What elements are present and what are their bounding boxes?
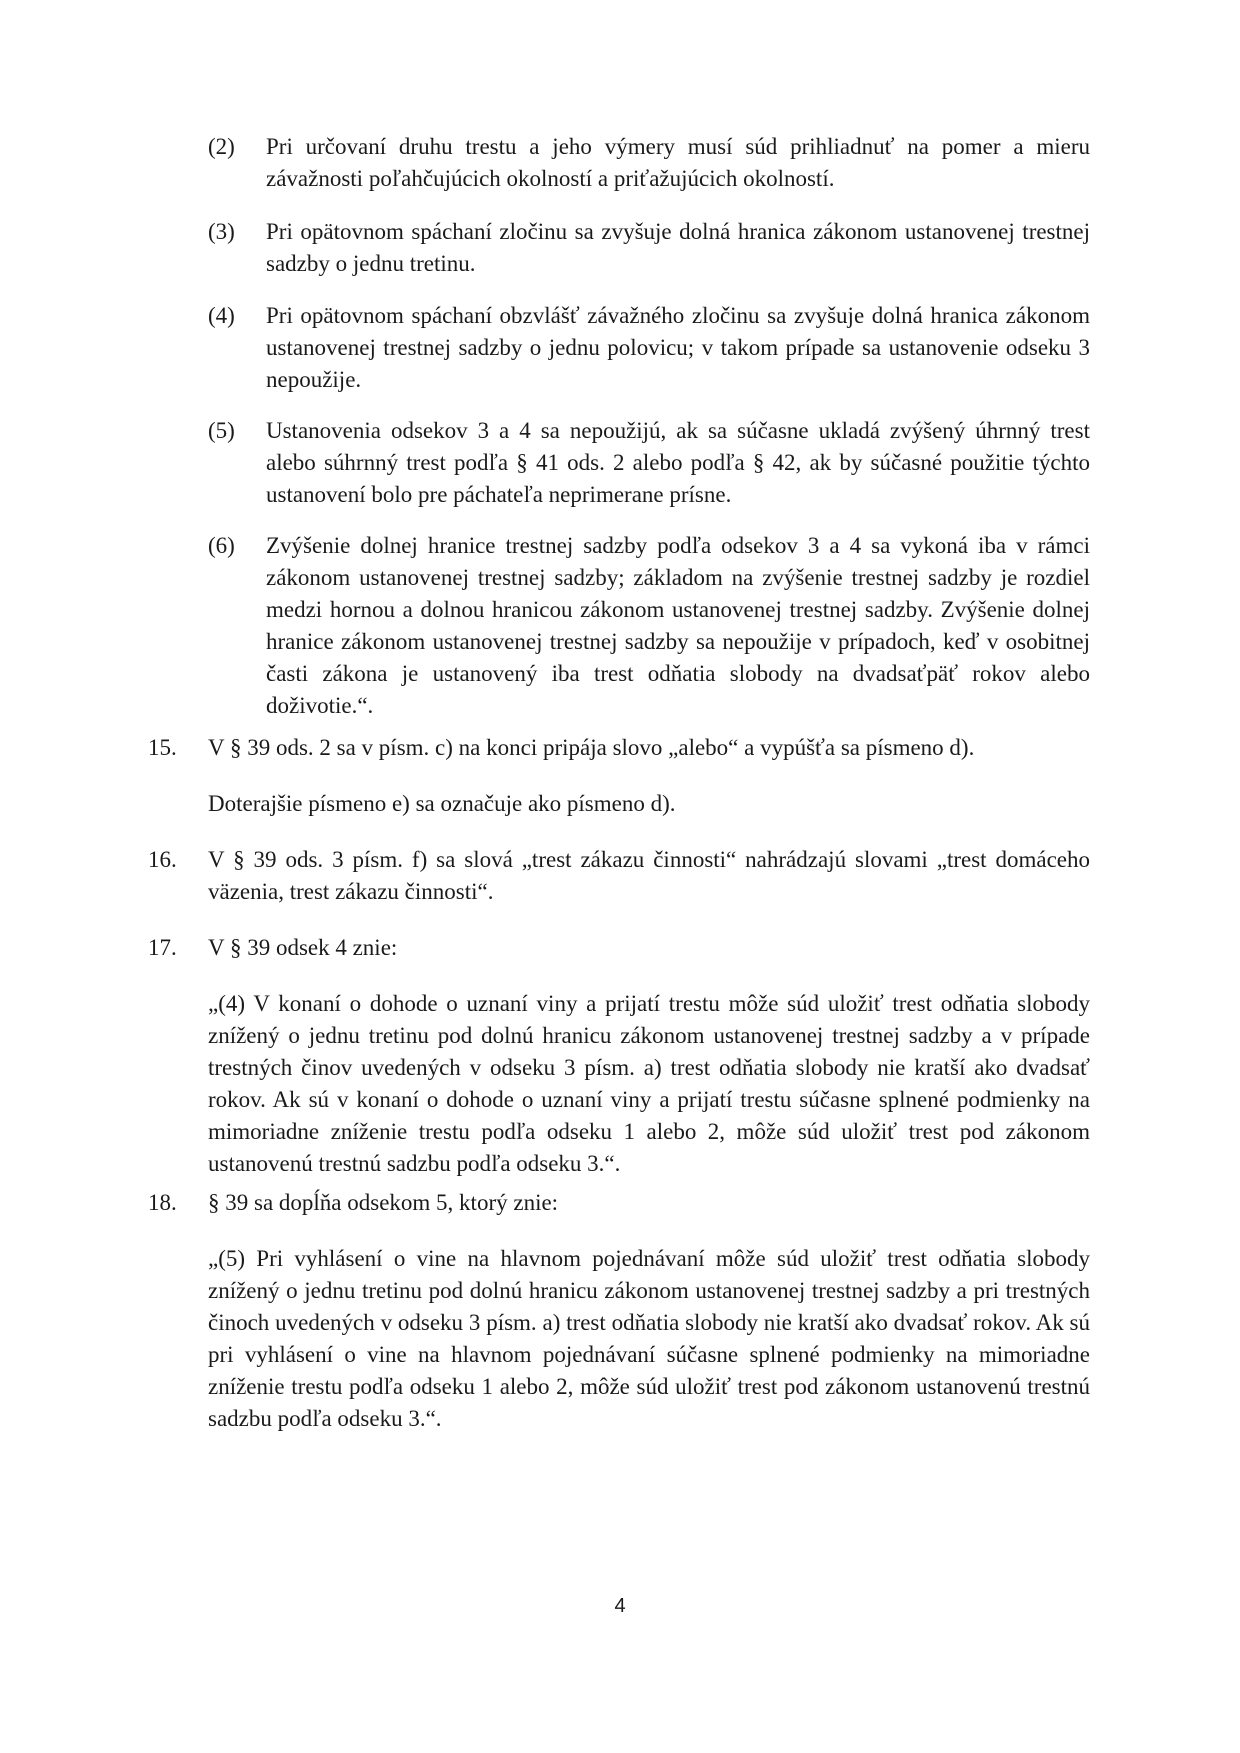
item-17-quoted-text: „(4) V konaní o dohode o uznaní viny a prijatí trestu môže súd uložiť trest odňatia slobody znížený o jednu tretinu pod dolnú hranicu zákonom ustanovenej trestnej sadzby a v prípade trestných činov uvedených v odseku 3 písm. a) trest odňatia slobody nie kratší ako dvadsať rokov. Ak sú v konaní o dohode o uznaní viny a prijatí trestu súčasne splnené podmienky na mimoriadne zníženie trestu podľa odseku 1 alebo 2, môže súd uložiť trest pod zákonom ustanovenú trestnú sadzbu podľa odseku 3.“. (208, 991, 1090, 1176)
paragraph-text: Pri určovaní druhu trestu a jeho výmery musí súd prihliadnuť na pomer a mieru závažnosti poľahčujúcich okolností a priťažujúcich okolností. (266, 134, 1090, 191)
paragraph-text: Zvýšenie dolnej hranice trestnej sadzby podľa odsekov 3 a 4 sa vykoná iba v rámci zákonom ustanovenej trestnej sadzby; základom na zvýšenie trestnej sadzby je rozdiel medzi hornou a dolnou hranicou zákonom ustanovenej trestnej sadzby. Zvýšenie dolnej hranice zákonom ustanovenej trestnej sadzby sa nepoužije v prípadoch, keď v osobitnej časti zákona je ustanovený iba trest odňatia slobody na dvadsaťpäť rokov alebo doživotie.“. (266, 533, 1090, 718)
paragraph-3 (208, 216, 1090, 280)
item-number: 15. (148, 735, 177, 760)
item-text: V § 39 ods. 2 sa v písm. c) na konci pripája slovo „alebo“ a vypúšťa sa písmeno d). (208, 735, 975, 760)
paragraph-text: Pri opätovnom spáchaní zločinu sa zvyšuje dolná hranica zákonom ustanovenej trestnej sadzby o jednu tretinu. (266, 219, 1090, 276)
item-15-note: Doterajšie písmeno e) sa označuje ako písmeno d). (208, 791, 676, 816)
paragraph-number: (5) (208, 418, 235, 443)
paragraph-number: (4) (208, 303, 235, 328)
paragraph-number: (2) (208, 134, 235, 159)
amendment-item-17 (148, 932, 1090, 964)
item-number: 16. (148, 847, 177, 872)
item-text: V § 39 ods. 3 písm. f) sa slová „trest zákazu činnosti“ nahrádzajú slovami „trest domáceho väzenia, trest zákazu činnosti“. (208, 847, 1090, 904)
item-text: § 39 sa dopĺňa odsekom 5, ktorý znie: (208, 1190, 559, 1215)
paragraph-4 (208, 300, 1090, 396)
paragraph-6 (208, 530, 1090, 722)
paragraph-2 (208, 131, 1090, 195)
paragraph-number: (3) (208, 219, 235, 244)
paragraph-5 (208, 415, 1090, 511)
paragraph-text: Pri opätovnom spáchaní obzvlášť závažného zločinu sa zvyšuje dolná hranica zákonom ustanovenej trestnej sadzby o jednu polovicu; v takom prípade sa ustanovenie odseku 3 nepoužije. (266, 303, 1090, 392)
amendment-item-15 (148, 732, 1090, 764)
item-number: 17. (148, 935, 177, 960)
amendment-item-16 (148, 844, 1090, 908)
item-18-quoted-text: „(5) Pri vyhlásení o vine na hlavnom pojednávaní môže súd uložiť trest odňatia slobody znížený o jednu tretinu pod dolnú hranicu zákonom ustanovenej trestnej sadzby a pri trestných činoch uvedených v odseku 3 písm. a) trest odňatia slobody nie kratší ako dvadsať rokov. Ak sú pri vyhlásení o vine na hlavnom pojednávaní súčasne splnené podmienky na mimoriadne zníženie trestu podľa odseku 1 alebo 2, môže súd uložiť trest pod zákonom ustanovenú trestnú sadzbu podľa odseku 3.“. (208, 1246, 1090, 1431)
amendment-item-18 (148, 1187, 1090, 1219)
item-number: 18. (148, 1190, 177, 1215)
item-text: V § 39 odsek 4 znie: (208, 935, 398, 960)
paragraph-number: (6) (208, 533, 235, 558)
page-number: 4 (614, 1595, 626, 1617)
paragraph-text: Ustanovenia odsekov 3 a 4 sa nepoužijú, ak sa súčasne ukladá zvýšený úhrnný trest alebo súhrnný trest podľa § 41 ods. 2 alebo podľa § 42, ak by súčasné použitie týchto ustanovení bolo pre páchateľa neprimerane prísne. (266, 418, 1090, 507)
